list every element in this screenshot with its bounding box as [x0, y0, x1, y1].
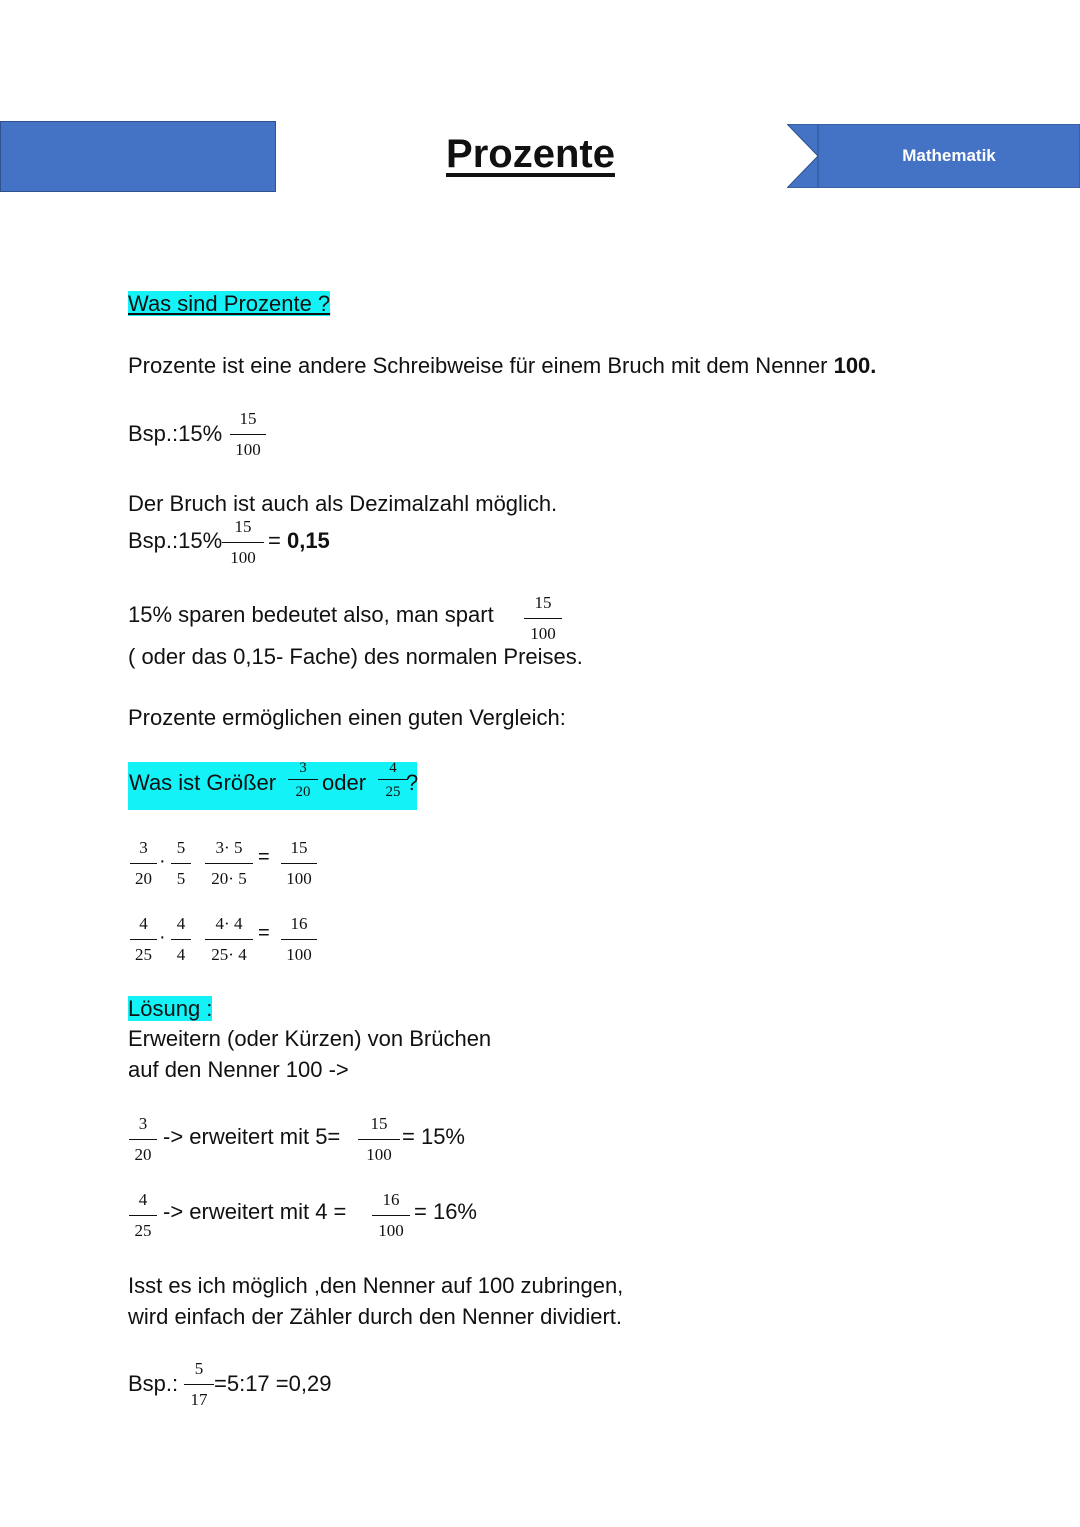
step-2-text: -> erweitert mit 4 =: [163, 1199, 347, 1224]
example-3-result: =5:17 =0,29: [214, 1371, 332, 1396]
calc-2-fraction-c: 4· 4 25· 4: [205, 914, 253, 965]
solution-line-1: Erweitern (oder Kürzen) von Brüchen: [128, 1026, 492, 1051]
calc-1-equals: =: [258, 846, 270, 868]
saving-line-2: ( oder das 0,15- Fache) des normalen Preises.: [128, 644, 583, 669]
step-1-text: -> erweitert mit 5=: [163, 1124, 341, 1149]
calc-1-fraction-d: 15 100: [281, 838, 317, 889]
solution-line-2: auf den Nenner 100 ->: [128, 1057, 349, 1082]
example-3-prefix: Bsp.:: [128, 1371, 179, 1396]
saving-line-1: 15% sparen bedeutet also, man spart: [128, 602, 494, 627]
definition-text: Prozente ist eine andere Schreibweise für einem Bruch mit dem Nenner 100.: [128, 353, 877, 378]
example-1-fraction: 15 100: [230, 409, 266, 460]
step-2-percent: = 16%: [414, 1199, 477, 1224]
step-2-result-fraction: 16 100: [372, 1190, 410, 1241]
example-1-prefix: Bsp.:15%: [128, 421, 223, 446]
decimal-intro: Der Bruch ist auch als Dezimalzahl möglich.: [128, 491, 558, 516]
section-heading: Was sind Prozente ?: [128, 291, 331, 316]
step-1-result-fraction: 15 100: [358, 1114, 400, 1165]
solution-label: Lösung :: [128, 996, 213, 1021]
step-1-percent: = 15%: [402, 1124, 465, 1149]
example-2-fraction: 15 100: [222, 517, 264, 568]
example-2-prefix: Bsp.:15%: [128, 528, 223, 553]
question-fraction-2: 4 25: [378, 760, 408, 801]
note-line-1: Isst es ich möglich ,den Nenner auf 100 zubringen,: [128, 1273, 624, 1298]
calc-2-fraction-d: 16 100: [281, 914, 317, 965]
question-mark: ?: [406, 770, 419, 795]
question-text-a: Was ist Größer: [129, 770, 277, 795]
question-fraction-1: 3 20: [288, 760, 318, 801]
example-3-fraction: 5 17: [184, 1359, 214, 1410]
calc-1-fraction-a: 3 20: [130, 838, 157, 889]
example-2-result: = 0,15: [268, 528, 330, 553]
page-title: Prozente: [446, 132, 615, 176]
calc-1-fraction-c: 3· 5 20· 5: [205, 838, 253, 889]
calc-1-fraction-b: 5 5: [171, 838, 191, 889]
step-1-fraction: 3 20: [129, 1114, 157, 1165]
step-2-fraction: 4 25: [129, 1190, 157, 1241]
calc-2-fraction-a: 4 25: [130, 914, 157, 965]
calc-2-equals: =: [258, 922, 270, 944]
calc-2-dot: ·: [159, 926, 166, 948]
calc-1-dot: ·: [159, 850, 166, 872]
saving-fraction: 15 100: [524, 593, 562, 644]
note-line-2: wird einfach der Zähler durch den Nenner dividiert.: [128, 1304, 623, 1329]
question-text-b: oder: [322, 770, 367, 795]
subject-label: Mathematik: [902, 146, 996, 165]
compare-intro: Prozente ermöglichen einen guten Vergleich:: [128, 705, 566, 730]
calc-2-fraction-b: 4 4: [171, 914, 191, 965]
